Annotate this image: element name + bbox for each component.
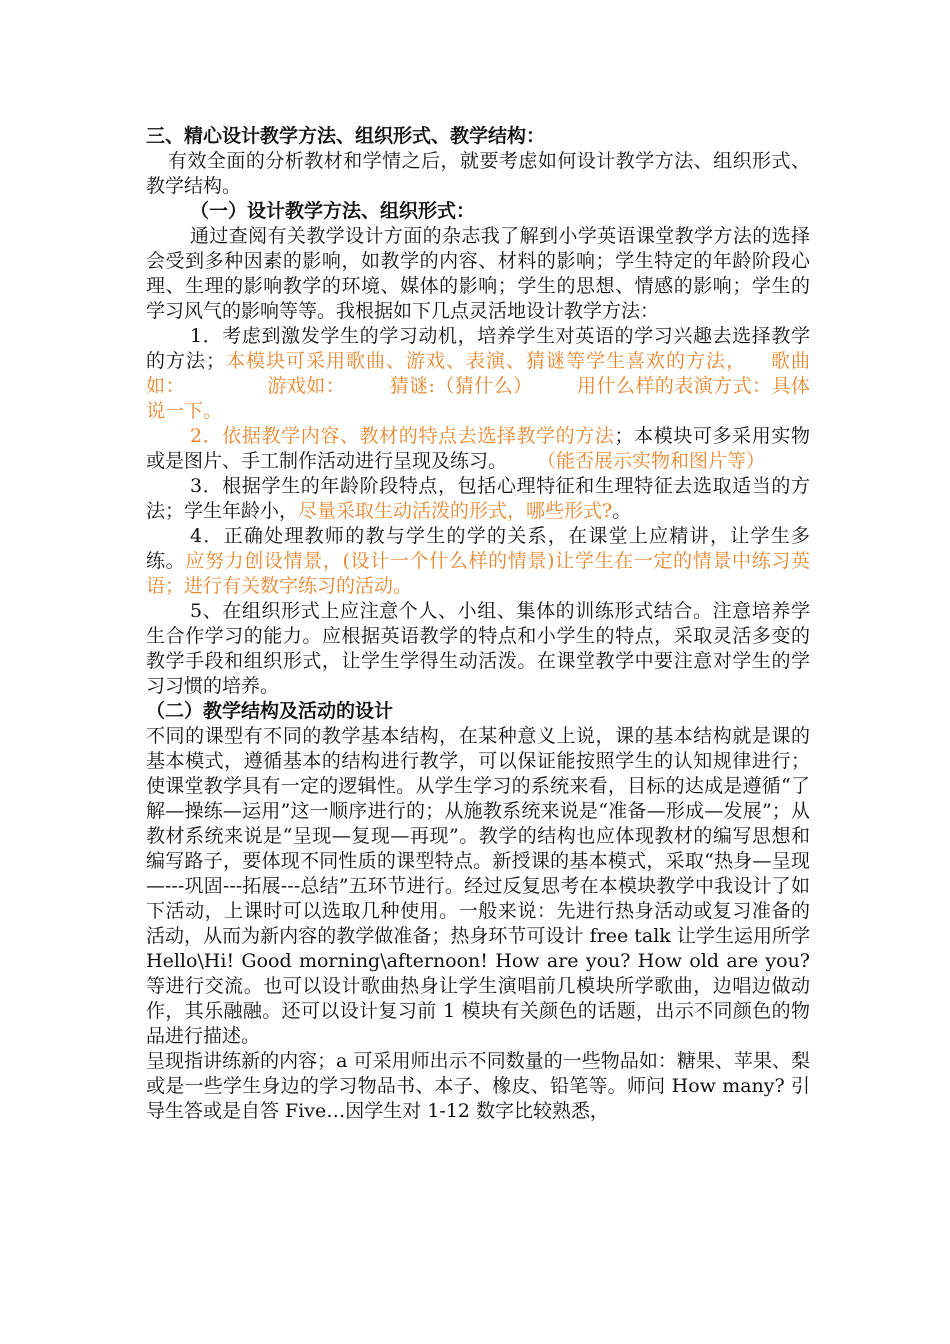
document-page [146, 124, 810, 1124]
part2-heading: （二）教学结构及活动的设计 [146, 700, 394, 722]
note-song: 歌曲如： [146, 350, 810, 397]
note-performance: 用什么样的表演方式：具体说一下。 [146, 375, 810, 422]
note-game: 游戏如： [266, 375, 346, 397]
method-item-5: 5、在组织形式上应注意个人、小组、集体的训练形式结合。注意培养学生合作学习的能力。应根据英语教学的特点和小学生的特点，采取灵活多变的教学手段和组织形式，让学生学得生动活泼。在课堂教学中要注意对学生的学习习惯的培养。 [146, 600, 810, 697]
method-item-4-text: 4．正确处理教师的教与学生的学的关系，在课堂上应精讲，让学生多练。 [146, 525, 810, 572]
method-item-2-highlight: 2．依据教学内容、教材的特点去选择教学的方法 [190, 425, 615, 447]
method-item-1-note: 本模块可采用歌曲、游戏、表演、猜谜等学生喜欢的方法， 歌曲如： 游戏如： 猜谜:（猜什么） 用什么样的表演方式：具体说一下。 [146, 350, 810, 422]
method-item-3-text: 3．根据学生的年龄阶段特点，包括心理特征和生理特征去选取适当的方法；学生年龄小， [146, 475, 810, 522]
method-item-1-text: 1．考虑到激发学生的学习动机，培养学生对英语的学习兴趣去选择教学的方法； [146, 325, 810, 372]
method-item-1 [146, 324, 810, 424]
method-item-2 [146, 424, 810, 474]
method-item-2-text: ；本模块可多采用实物或是图片、手工制作活动进行呈现及练习。 [146, 425, 810, 472]
method-item-3: 3．根据学生的年龄阶段特点，包括心理特征和生理特征去选取适当的方法；学生年龄小，尽量采取生动活泼的形式，哪些形式?。 [146, 475, 810, 522]
method-item-3-note: 尽量采取生动活泼的形式，哪些形式? [298, 500, 613, 522]
method-item-2-note: （能否展示实物和图片等） [537, 450, 766, 472]
method-item-4-note: 应努力创设情景，(设计一个什么样的情景)让学生在一定的情景中练习英语；进行有关数字练习的活动。 [146, 550, 810, 597]
part1-intro: 通过查阅有关教学设计方面的杂志我了解到小学英语课堂教学方法的选择会受到多种因素的影响，如教学的内容、材料的影响；学生特定的年龄阶段心理、生理的影响教学的环境、媒体的影响；学生的思想、情感的影响；学生的学习风气的影响等等。我根据如下几点灵活地设计教学方法： [146, 225, 810, 322]
note-riddle: 猜谜:（猜什么） [389, 375, 533, 397]
section-intro: 有效全面的分析教材和学情之后，就要考虑如何设计教学方法、组织形式、教学结构。 [146, 150, 810, 197]
part2-paragraph-2: 呈现指讲练新的内容；a 可采用师出示不同数量的一些物品如：糖果、苹果、梨或是一些学生身边的学习物品书、本子、橡皮、铅笔等。师问 How many? 引导生答或是自答 Five…因学生对 1-12 数字比较熟悉， [146, 1050, 810, 1122]
section-heading: 三、精心设计教学方法、组织形式、教学结构： [146, 125, 546, 147]
part2-paragraph-1: 不同的课型有不同的教学基本结构，在某种意义上说，课的基本结构就是课的基本模式，遵循基本的结构进行教学，可以保证能按照学生的认知规律进行；使课堂教学具有一定的逻辑性。从学生学习的系统来看，目标的达成是遵循“了解—操练—运用”这一顺序进行的；从施教系统来说是“准备—形成—发展”；从教材系统来说是“呈现—复现—再现”。教学的结构也应体现教材的编写思想和编写路子，要体现不同性质的课型特点。新授课的基本模式，采取“热身—呈现—---巩固---拓展---总结”五环节进行。经过反复思考在本模块教学中我设计了如下活动，上课时可以选取几种使用。一般来说：先进行热身活动或复习准备的活动，从而为新内容的教学做准备；热身环节可设计 free talk 让学生运用所学 Hello\Hi! Good morning\afternoon! How are you? How old are you? 等进行交流。也可以设计歌曲热身让学生演唱前几模块所学歌曲，边唱边做动作，其乐融融。还可以设计复习前 1 模块有关颜色的话题，出示不同颜色的物品进行描述。 [146, 725, 810, 1047]
method-item-4 [146, 524, 810, 599]
part1-heading: （一）设计教学方法、组织形式： [190, 200, 476, 222]
